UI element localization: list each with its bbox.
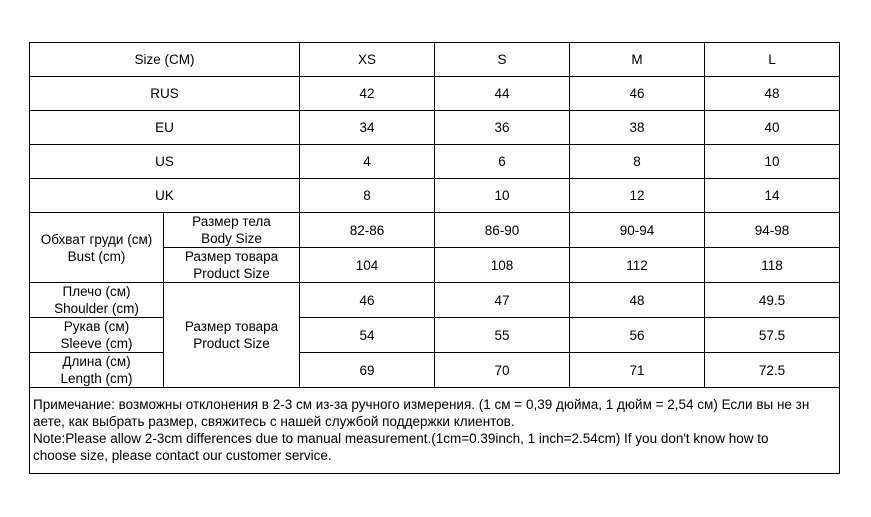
cell: 57.5 [705,318,840,353]
body-size-label [164,213,300,248]
length-label-en: Length (cm) [60,371,133,386]
row-sleeve [30,318,840,353]
row-us [30,145,840,179]
row-rus [30,77,840,111]
length-label-ru: Длина (см) [62,354,131,369]
note-cell [30,388,840,474]
shoulder-label-en: Shoulder (cm) [54,301,139,316]
note-ru-line2: аете, как выбрать размер, свяжитесь с нашей службой поддержки клиентов. [33,414,515,429]
header-size-l: L [705,43,840,77]
shoulder-label [30,283,164,318]
row-length [30,353,840,388]
cell: 14 [705,179,840,213]
product-size-label-en: Product Size [193,266,270,281]
cell: 10 [435,179,570,213]
cell: 112 [570,248,705,283]
cell: 48 [705,77,840,111]
row-bust-body [30,213,840,248]
cell: 54 [300,318,435,353]
row-eu [30,111,840,145]
cell: 42 [300,77,435,111]
product-size-merged-label [164,283,300,388]
cell: 4 [300,145,435,179]
cell: 82-86 [300,213,435,248]
cell: 40 [705,111,840,145]
product-size-merged-en: Product Size [193,336,270,351]
row-uk [30,179,840,213]
cell: 49.5 [705,283,840,318]
length-label [30,353,164,388]
note-row [30,388,840,474]
cell: 108 [435,248,570,283]
cell: 86-90 [435,213,570,248]
cell: 90-94 [570,213,705,248]
header-size-m: M [570,43,705,77]
header-size-s: S [435,43,570,77]
cell: 38 [570,111,705,145]
product-size-label [164,248,300,283]
cell: 10 [705,145,840,179]
body-size-label-en: Body Size [201,231,262,246]
cell: 55 [435,318,570,353]
product-size-merged-ru: Размер товара [184,319,279,334]
cell: 8 [300,179,435,213]
row-shoulder [30,283,840,318]
cell: 48 [570,283,705,318]
note-en-line2: choose size, please contact our customer service. [33,448,332,463]
bust-label-en: Bust (cm) [67,248,126,264]
cell: 6 [435,145,570,179]
note-ru-line1: Примечание: возможны отклонения в 2-3 см из-за ручного измерения. (1 см = 0,39 дюйма, 1 дюйм = 2,54 см) Если вы не зн [33,397,810,412]
cell: 47 [435,283,570,318]
body-size-label-ru: Размер тела [192,214,271,229]
sleeve-label [30,318,164,353]
sleeve-label-en: Sleeve (cm) [60,336,133,351]
row-label: UK [30,179,300,213]
header-row [30,43,840,77]
cell: 94-98 [705,213,840,248]
cell: 71 [570,353,705,388]
bust-label [30,213,164,283]
cell: 104 [300,248,435,283]
cell: 8 [570,145,705,179]
sleeve-label-ru: Рукав (см) [63,319,130,334]
cell: 36 [435,111,570,145]
cell: 12 [570,179,705,213]
cell: 46 [300,283,435,318]
size-chart-table [29,42,840,474]
cell: 70 [435,353,570,388]
cell: 44 [435,77,570,111]
note-en-line1: Note:Please allow 2-3cm differences due to manual measurement.(1cm=0.39inch, 1 inch=2.54cm) If you don't know how to [33,431,769,446]
row-label: RUS [30,77,300,111]
cell: 118 [705,248,840,283]
product-size-label-ru: Размер товара [184,249,279,264]
shoulder-label-ru: Плечо (см) [62,284,131,299]
header-size-label: Size (CM) [30,43,300,77]
header-size-xs: XS [300,43,435,77]
cell: 56 [570,318,705,353]
cell: 69 [300,353,435,388]
cell: 34 [300,111,435,145]
cell: 72.5 [705,353,840,388]
bust-label-ru: Обхват груди (см) [40,231,153,247]
row-label: US [30,145,300,179]
cell: 46 [570,77,705,111]
row-label: EU [30,111,300,145]
